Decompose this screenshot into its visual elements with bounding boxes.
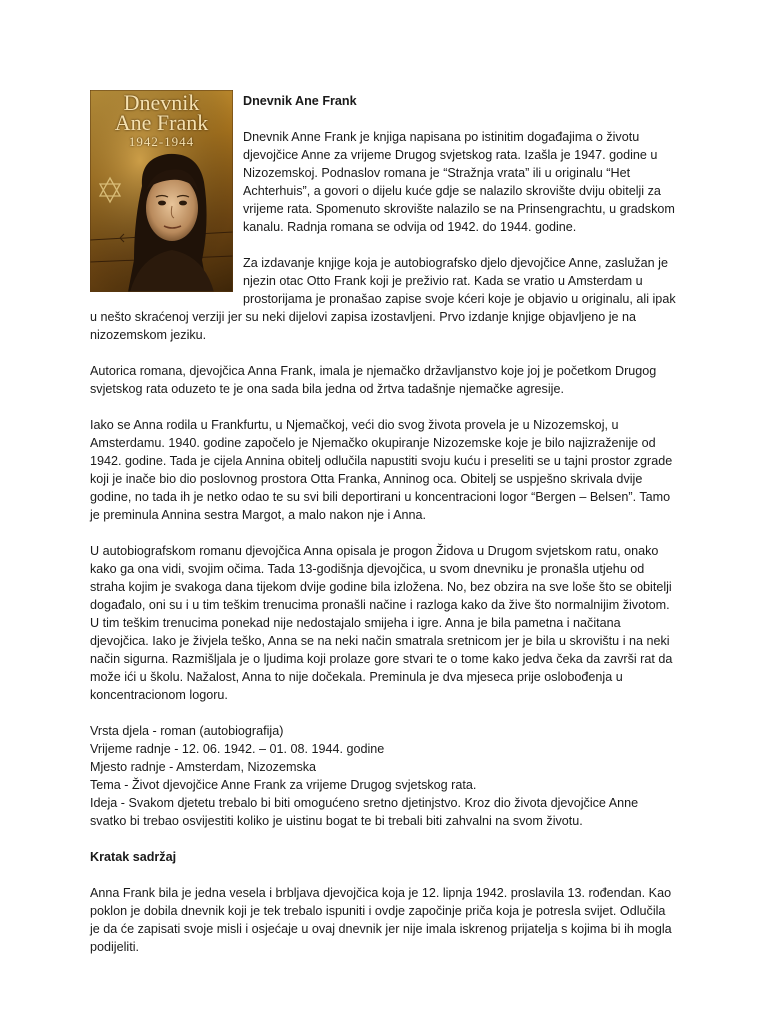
cover-title-line2: Ane Frank [114,110,209,135]
document-page [90,90,678,956]
paragraph-novel: U autobiografskom romanu djevojčica Anna opisala je progon Židova u Drugom svjetskom ratu, onako kako ga ona vidi, svojim očima. Tada 13-godišnja djevojčica, u svom dnevniku je pronašla utjehu od straha kojim je svakoga dana tijekom dvije godine bila izložena. No, bez obzira na sve loše što se obitelji događalo, oni su i u tim teškim trenucima pronašli načine i razloga kako da žive što normalnijim životom. U tim teškim trenucima ponekad nije nedostajalo smijeha i igre. Anna je bila pametna i načitana djevojčica. Iako je živjela teško, Anna se na neki način smatrala sretnicom jer je bila u skrovištu i na neki način sigurna. Razmišljala je o ljudima koji prolaze gore stvari te o tome kako jedva čeka da završi rat da može ići u školu. Nažalost, Anna to nije dočekala. Preminula je dva mjeseca prije oslobođenja u koncentracionom logoru. [90,544,673,702]
paragraph-author: Autorica romana, djevojčica Anna Frank, imala je njemačko državljanstvo koje joj je početkom Drugog svjetskog rata oduzeto te je ona sada bila jedna od žrtva tadašnje njemačke agresije. [90,364,657,396]
summary-heading: Kratak sadržaj [90,850,177,864]
summary-text: Anna Frank bila je jedna vesela i brbljava djevojčica koja je 12. lipnja 1942. proslavila 13. rođendan. Kao poklon je dobila dnevnik koji je tek trebalo ispuniti i ovdje započinje priča koja je potresla svijet. Odlučila je da će zapisati svoje misli i osjećaje u ovaj dnevnik jer nije imala iskrenog prijatelja s kojima bi ih mogla podijeliti. [90,886,672,954]
book-cover-image [90,90,233,292]
book-metadata [90,722,678,830]
meta-theme: Tema - Život djevojčice Anne Frank za vrijeme Drugog svjetskog rata. [90,778,477,792]
cover-years: 1942-1944 [128,134,195,149]
cover-title-line1: Dnevnik [123,90,200,115]
paragraph-publication: Za izdavanje knjige koja je autobiografsko djelo djevojčice Anne, zaslužan je njezin otac Otto Frank koji je preživio rat. Kada se vratio u Amsterdam u prostorijama je pronašao zapise svoje kćeri koje je objavio u originalu, ali ipak u nešto skraćenoj verziji jer su neki dijelovi zapisa izostavljeni. Prvo izdanje knjige objavljeno je na nizozemskom jeziku. [90,256,676,342]
meta-place: Mjesto radnje - Amsterdam, Nizozemska [90,760,317,774]
paragraph-history: Iako se Anna rodila u Frankfurtu, u Njemačkoj, veći dio svog života provela je u Nizozemskoj, u Amsterdamu. 1940. godine započelo je Njemačko okupiranje Nizozemske koje je bilo najizraženije od 1942. godine. Tada je cijela Annina obitelj odlučila napustiti svoju kuću i preseliti se u tajni prostor zgrade koji je inače bio dio poslovnog prostora Otta Franka, Anninog oca. Obitelj se uspješno skrivala dvije godine, no tada ih je netko odao te su svi bili deportirani u koncentracioni logor “Bergen – Belsen”. Tamo je preminula Annina sestra Margot, a malo nakon nje i Anna. [90,418,673,522]
meta-idea: Ideja - Svakom djetetu trebalo bi biti omogućeno sretno djetinjstvo. Kroz dio života djevojčice Anne svatko bi trebao osvijestiti koliko je uistinu bogat te bi trebali biti zahvalni na svom životu. [90,796,639,828]
meta-time: Vrijeme radnje - 12. 06. 1942. – 01. 08. 1944. godine [90,742,385,756]
document-title: Dnevnik Ane Frank [243,94,357,108]
paragraph-intro: Dnevnik Anne Frank je knjiga napisana po istinitim događajima o životu djevojčice Anne za vrijeme Drugog svjetskog rata. Izašla je 1947. godine u Nizozemskoj. Podnaslov romana je “Stražnja vrata” ili u originalu “Het Achterhuis”, a govori o dijelu kuće gdje se nalazilo skrovište dviju obitelji za vrijeme rata. Spomenuto skrovište nalazilo se na Prinsengrachtu, u gradskom kanalu. Radnja romana se odvija od 1942. do 1944. godine. [243,130,675,234]
meta-genre: Vrsta djela - roman (autobiografija) [90,724,284,738]
